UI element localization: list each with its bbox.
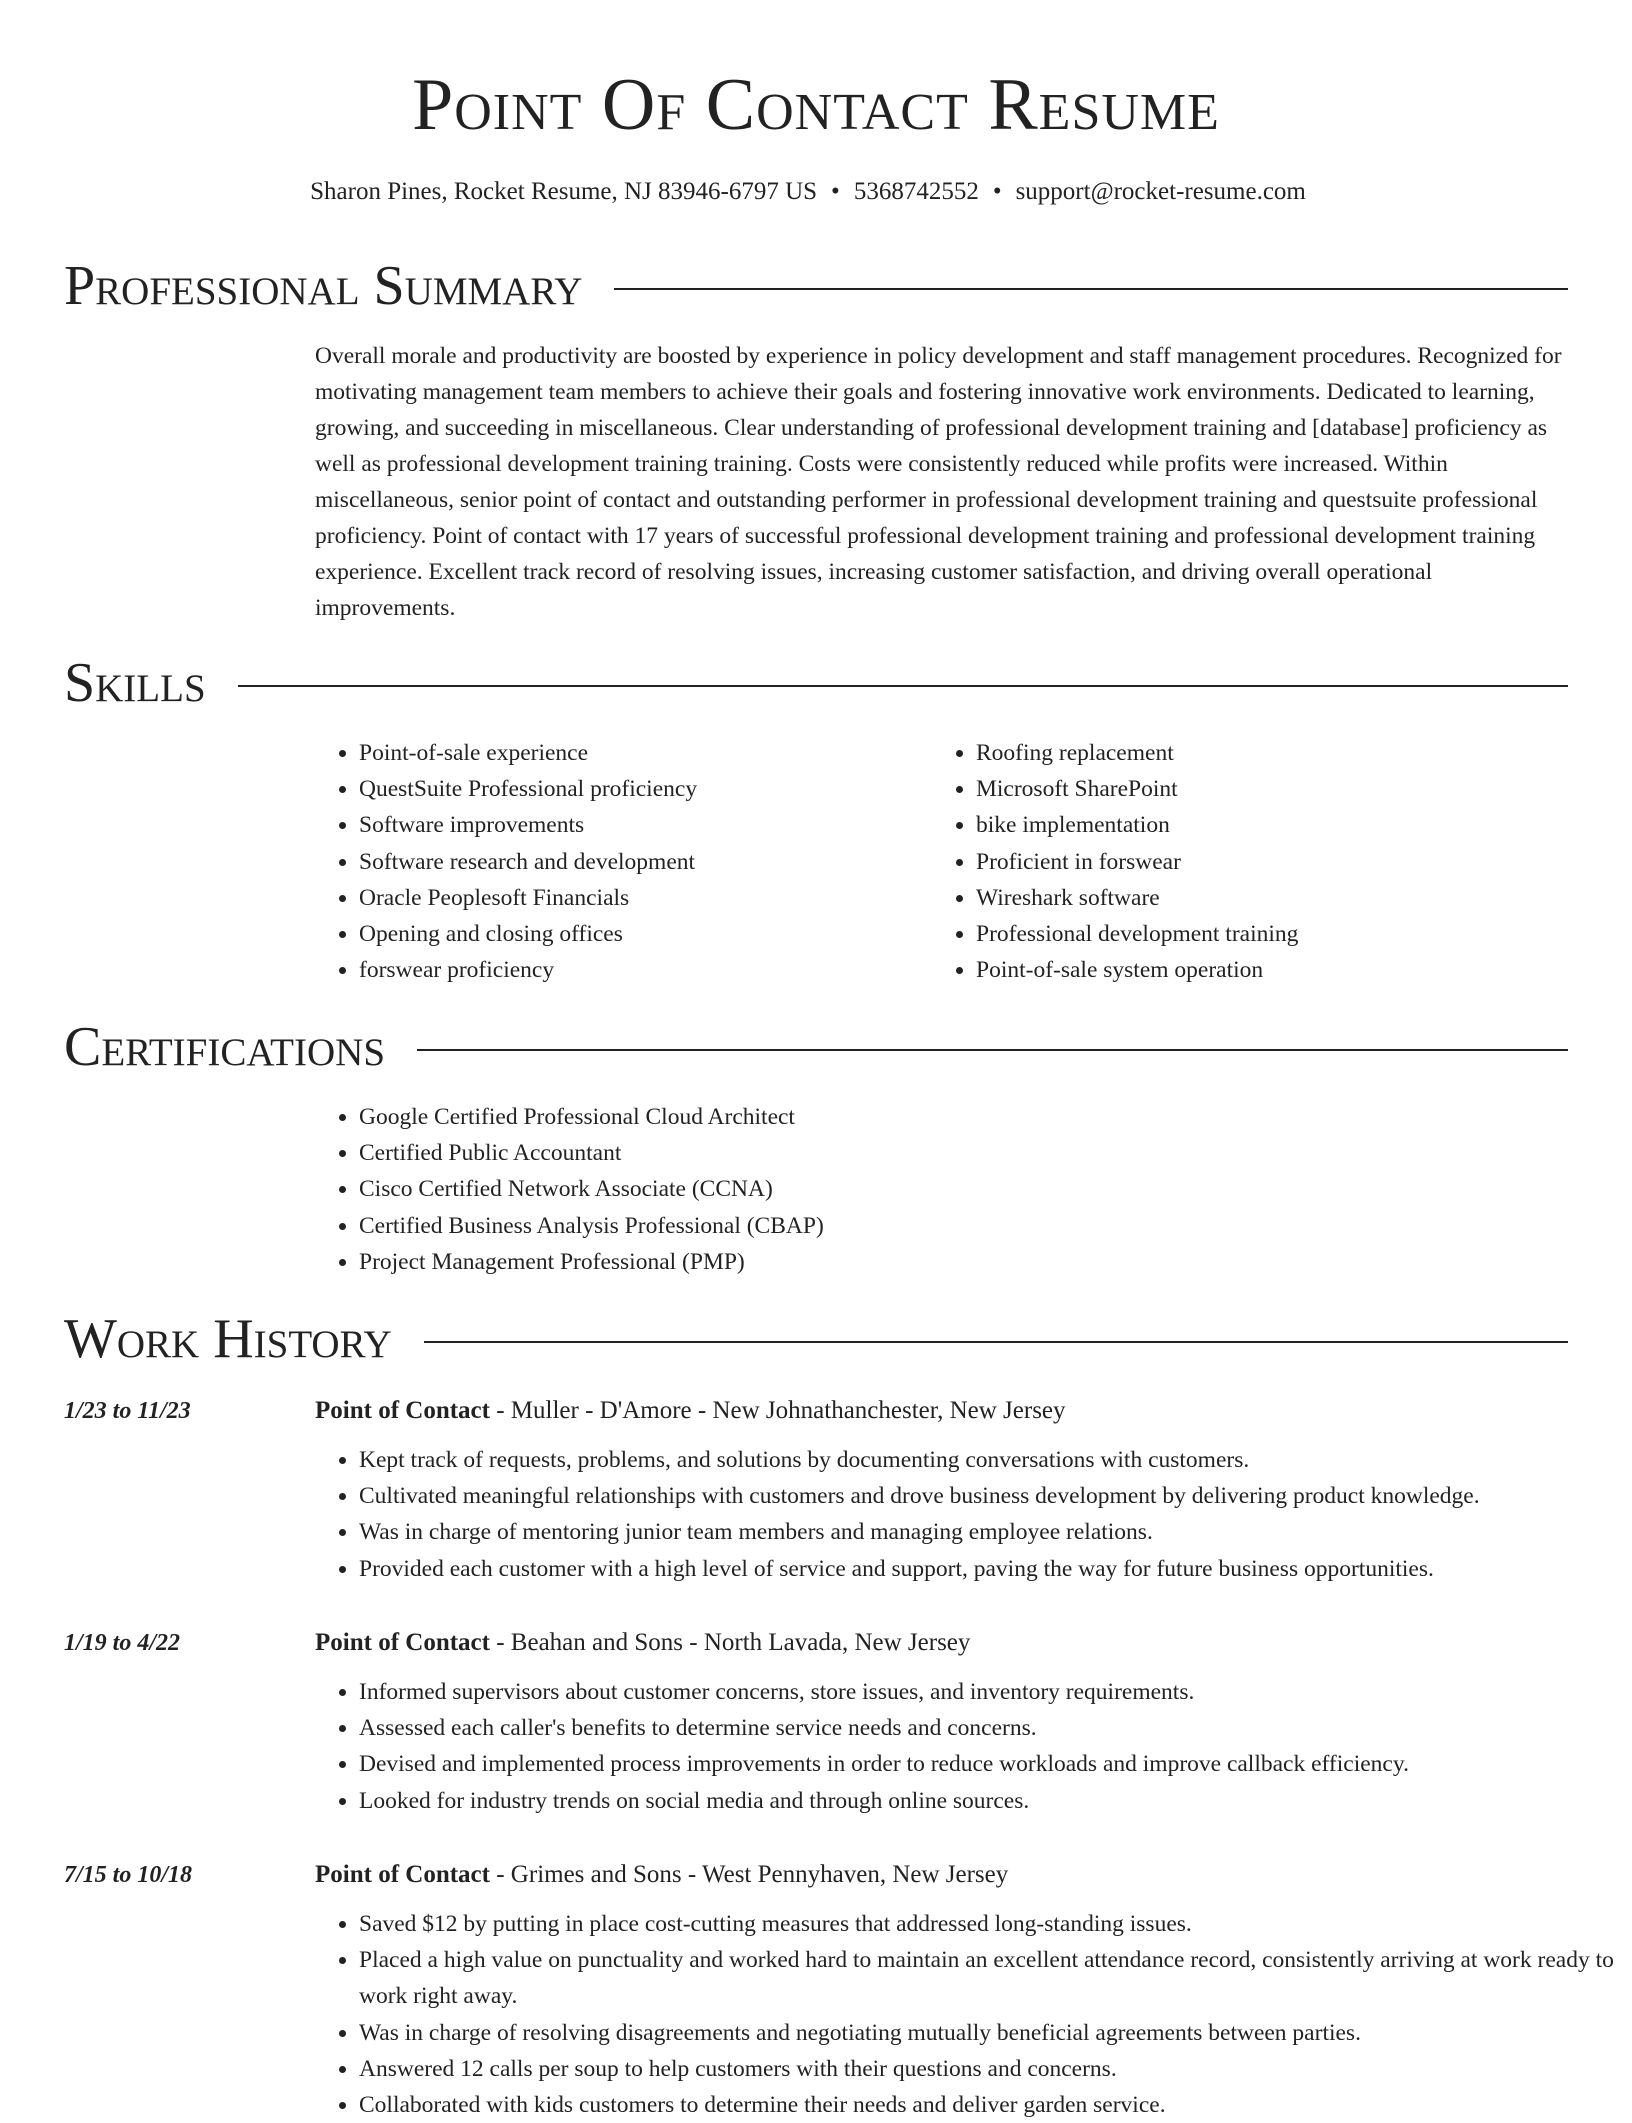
section-title: Certifications [64, 1016, 386, 1078]
responsibility-item: • Was in charge of mentoring junior team members and managing employee relations. [359, 1514, 1615, 1550]
skill-item: • Software research and development [359, 844, 915, 880]
skills-column-left [315, 735, 915, 988]
job-details: - Beahan and Sons - North Lavada, New Jersey [489, 1629, 971, 1656]
responsibility-item: • Answered 12 calls per soup to help customers with their questions and concerns. [359, 2051, 1615, 2087]
certification-item: • Project Management Professional (PMP) [359, 1244, 1515, 1280]
job-heading [315, 1392, 1066, 1430]
responsibility-list [315, 1674, 1615, 1819]
skill-item: • forswear proficiency [359, 952, 915, 988]
skill-item: • Proficient in forswear [976, 844, 1552, 880]
job-dates: 7/15 to 10/18 [64, 1862, 193, 1888]
responsibility-item: • Kept track of requests, problems, and solutions by documenting conversations with customers. [359, 1442, 1615, 1478]
responsibility-item: • Assessed each caller's benefits to determine service needs and concerns. [359, 1710, 1615, 1746]
section-divider [614, 288, 1568, 290]
section-divider [238, 685, 1568, 687]
skill-item: • Microsoft SharePoint [976, 771, 1552, 807]
section-heading-certifications [64, 1015, 1568, 1079]
certification-item: • Certified Business Analysis Professional (CBAP) [359, 1208, 1515, 1244]
contact-email: support@rocket-resume.com [1015, 178, 1306, 205]
responsibility-list [315, 1906, 1615, 2123]
section-title: Work History [64, 1308, 392, 1370]
contact-separator: • [992, 178, 1002, 205]
job-role: Point of Contact [315, 1861, 490, 1888]
responsibility-item: • Was in charge of resolving disagreements and negotiating mutually beneficial agreements between parties. [359, 2015, 1615, 2051]
responsibility-item: • Collaborated with kids customers to determine their needs and deliver garden service. [359, 2087, 1615, 2123]
section-divider [417, 1049, 1568, 1051]
job-responsibilities [315, 1442, 1615, 1587]
job-responsibilities [315, 1906, 1615, 2123]
summary-paragraph: Overall morale and productivity are boosted by experience in policy development and staff management procedures. Recognized for motivating management team members to achieve their goals and fostering innovative work environments. Dedicated to learning, growing, and succeeding in miscellaneous. Clear understanding of professional development training and [database] proficiency as well as professional development training training. Costs were consistently reduced while profits were increased. Within miscellaneous, senior point of contact and outstanding performer in professional development training and questsuite professional proficiency. Point of contact with 17 years of successful professional development training and professional development training experience. Excellent track record of resolving issues, increasing customer satisfaction, and driving overall operational improvements. [315, 343, 1562, 621]
skill-item: • Software improvements [359, 807, 915, 843]
skill-item: • QuestSuite Professional proficiency [359, 771, 915, 807]
section-heading-work-history [64, 1307, 1568, 1371]
certifications-bullets [315, 1099, 1515, 1280]
skill-item: • Professional development training [976, 916, 1552, 952]
contact-line [0, 174, 1616, 210]
certification-item: • Google Certified Professional Cloud Architect [359, 1099, 1515, 1135]
skill-item: • bike implementation [976, 807, 1552, 843]
section-heading-summary [64, 254, 1568, 318]
section-title: Professional Summary [64, 255, 583, 317]
responsibility-item: • Cultivated meaningful relationships with customers and drove business development by delivering product knowledge. [359, 1478, 1615, 1514]
skills-column-right [932, 735, 1552, 988]
responsibility-item: • Saved $12 by putting in place cost-cutting measures that addressed long-standing issues. [359, 1906, 1615, 1942]
skill-item: • Opening and closing offices [359, 916, 915, 952]
responsibility-item: • Placed a high value on punctuality and worked hard to maintain an excellent attendance record, consistently arriving at work ready to work right away. [359, 1942, 1615, 2014]
job-role: Point of Contact [315, 1397, 490, 1424]
skill-item: • Oracle Peoplesoft Financials [359, 880, 915, 916]
responsibility-item: • Informed supervisors about customer concerns, store issues, and inventory requirements. [359, 1674, 1615, 1710]
skill-item: • Point-of-sale experience [359, 735, 915, 771]
section-title: Skills [64, 652, 206, 714]
job-heading [315, 1856, 1008, 1894]
job-details: - Grimes and Sons - West Pennyhaven, New Jersey [489, 1861, 1009, 1888]
responsibility-list [315, 1442, 1615, 1587]
contact-separator: • [831, 178, 840, 205]
skill-item: • Wireshark software [976, 880, 1552, 916]
certifications-list [315, 1099, 1515, 1280]
responsibility-item: • Devised and implemented process improvements in order to reduce workloads and improve callback efficiency. [359, 1746, 1615, 1782]
job-details: - Muller - D'Amore - New Johnathanchester, New Jersey [489, 1397, 1066, 1424]
certification-item: • Cisco Certified Network Associate (CCNA) [359, 1171, 1515, 1207]
certification-item: • Certified Public Accountant [359, 1135, 1515, 1171]
skill-item: • Roofing replacement [976, 735, 1552, 771]
job-dates: 1/19 to 4/22 [64, 1630, 181, 1656]
contact-phone: 5368742552 [853, 178, 979, 205]
job-role: Point of Contact [315, 1629, 490, 1656]
section-divider [424, 1341, 1568, 1343]
responsibility-item: • Looked for industry trends on social media and through online sources. [359, 1783, 1615, 1819]
skill-item: • Point-of-sale system operation [976, 952, 1552, 988]
resume-title: Point Of Contact Resume [412, 64, 1220, 146]
job-dates: 1/23 to 11/23 [64, 1398, 191, 1424]
responsibility-item: • Provided each customer with a high level of service and support, paving the way for future business opportunities. [359, 1551, 1615, 1587]
section-heading-skills [64, 651, 1568, 715]
skills-list [315, 735, 915, 988]
job-heading [315, 1624, 970, 1662]
skills-list [932, 735, 1552, 988]
job-responsibilities [315, 1674, 1615, 1819]
contact-address: Sharon Pines, Rocket Resume, NJ 83946-6797 US [310, 178, 818, 205]
